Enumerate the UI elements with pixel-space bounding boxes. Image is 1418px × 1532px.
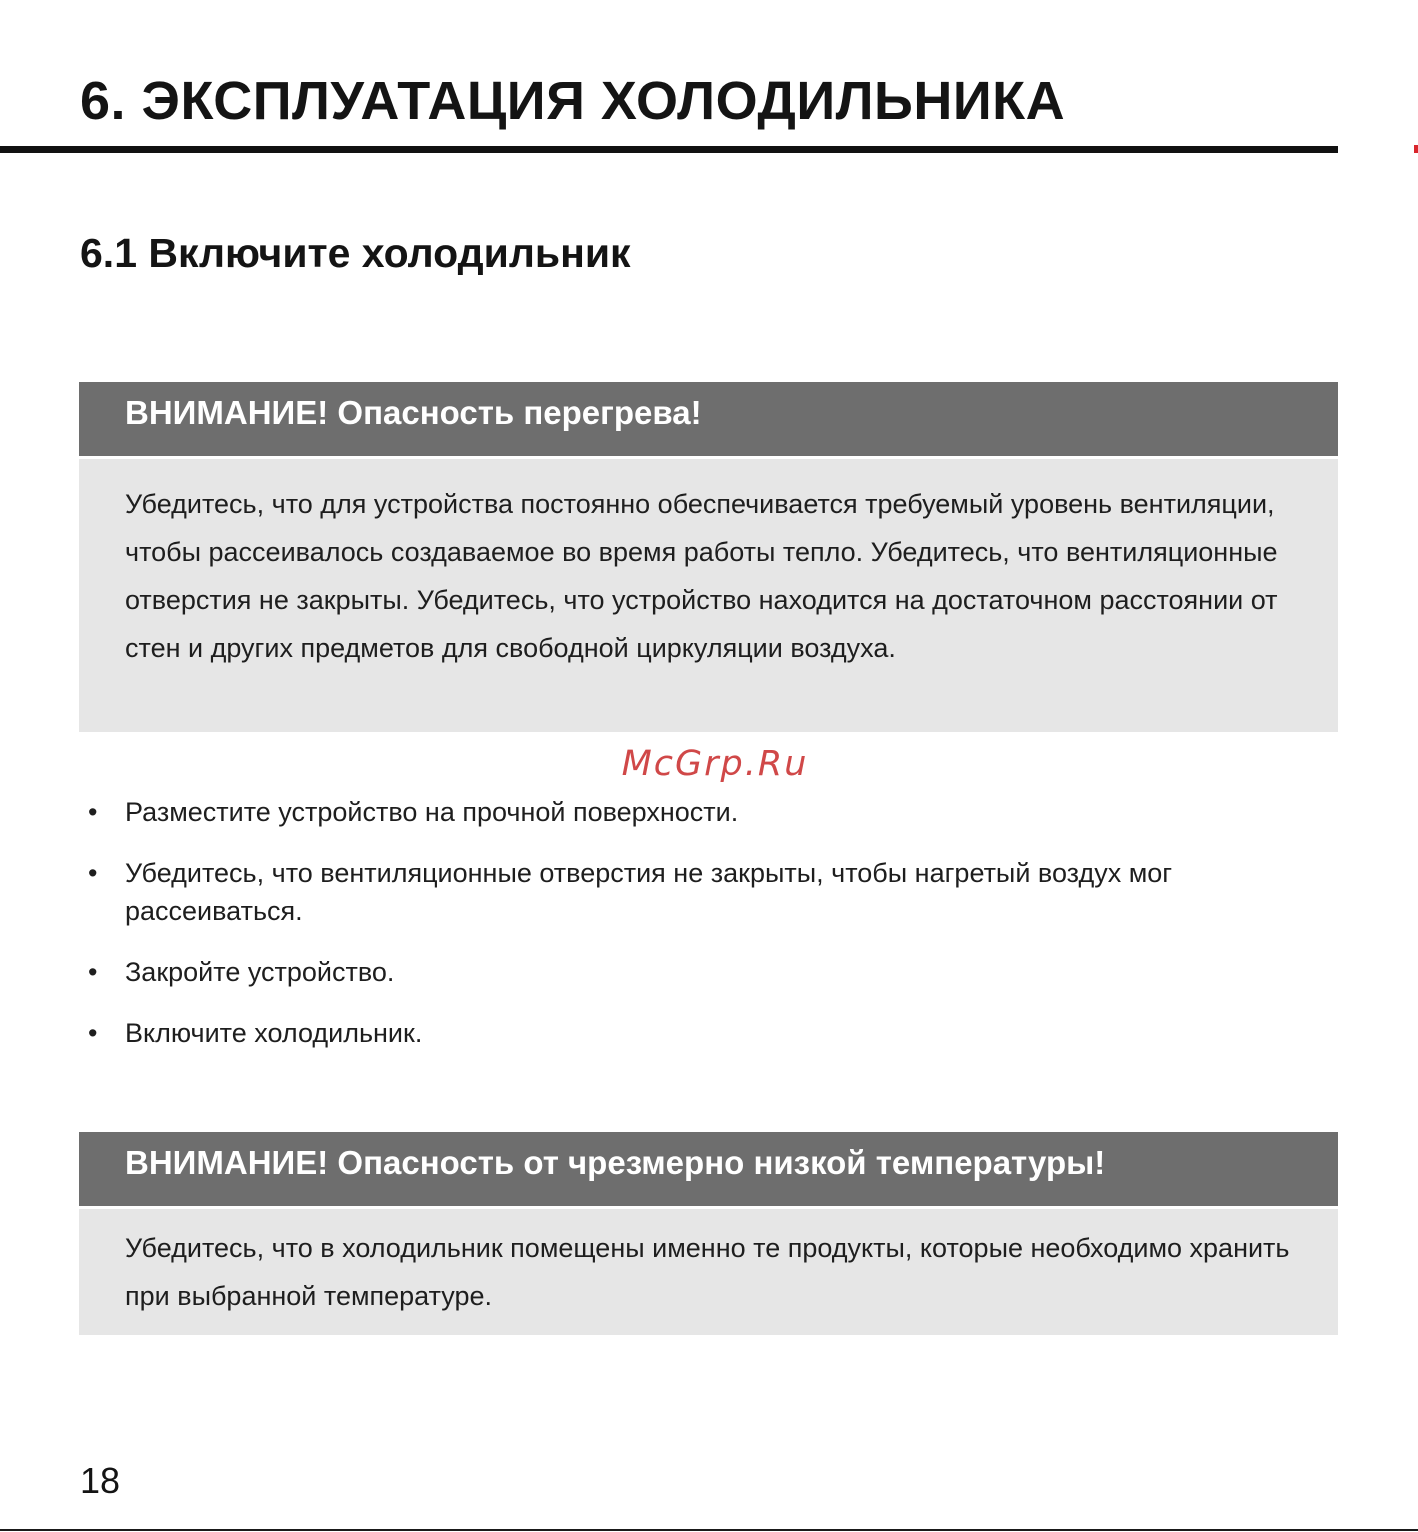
- watermark: McGrp.Ru: [621, 744, 809, 784]
- list-item-text: Закройте устройство.: [125, 957, 395, 987]
- steps-list: [80, 793, 1330, 1075]
- section-title: 6.1 Включите холодильник: [80, 230, 631, 276]
- list-item: [80, 953, 1330, 991]
- list-item: [80, 793, 1330, 831]
- warning-text: Убедитесь, что в холодильник помещены именно те продукты, которые необходимо хранить при выбранной температуре.: [125, 1233, 1290, 1311]
- warning-body: [79, 459, 1338, 732]
- warning-heading: ВНИМАНИЕ! Опасность перегрева!: [79, 382, 1338, 456]
- chapter-title: 6. ЭКСПЛУАТАЦИЯ ХОЛОДИЛЬНИКА: [80, 71, 1066, 131]
- warning-text: Убедитесь, что для устройства постоянно обеспечивается требуемый уровень вентиляции, чтобы рассеивалось создаваемое во время работы тепло. Убедитесь, что вентиляционные отверстия не закрыты. Убедитесь, что устройство находится на достаточном расстоянии от стен и других предметов для свободной циркуляции воздуха.: [125, 489, 1278, 663]
- page-number: 18: [80, 1460, 121, 1501]
- warning-heading: ВНИМАНИЕ! Опасность от чрезмерно низкой температуры!: [79, 1132, 1338, 1206]
- bullet-icon: •: [88, 858, 98, 888]
- list-item: [80, 1014, 1330, 1052]
- list-item: [80, 854, 1330, 930]
- bullet-icon: •: [88, 957, 98, 987]
- edge-mark: [1414, 145, 1418, 153]
- bullet-icon: •: [88, 797, 98, 827]
- warning-body: [79, 1209, 1338, 1335]
- list-item-text: Включите холодильник.: [125, 1018, 423, 1048]
- warning-box-low-temperature: [79, 1132, 1338, 1335]
- warning-box-overheat: [79, 382, 1338, 732]
- list-item-text: Убедитесь, что вентиляционные отверстия не закрыты, чтобы нагретый воздух мог рассеиваться.: [125, 858, 1173, 926]
- bottom-divider: [0, 1529, 1418, 1531]
- chapter-divider: [0, 146, 1338, 153]
- bullet-icon: •: [88, 1018, 98, 1048]
- list-item-text: Разместите устройство на прочной поверхности.: [125, 797, 739, 827]
